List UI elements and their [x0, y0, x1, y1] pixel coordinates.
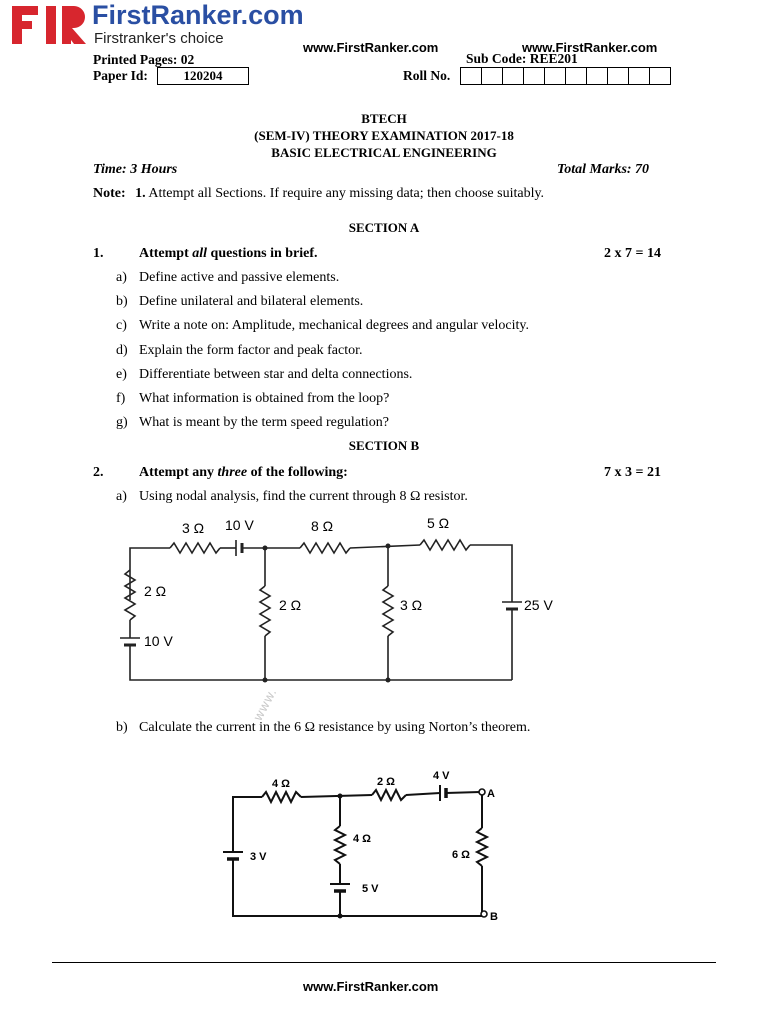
paper-id-box [157, 67, 249, 85]
c2-resistor-4ohm-mid [335, 826, 345, 864]
c1-resistor-5ohm [420, 540, 470, 550]
c1-resistor-8ohm [300, 543, 350, 553]
q2-instruction-em: three [217, 465, 248, 480]
firstranker-logo [10, 2, 330, 46]
roll-no-digit-box[interactable] [628, 67, 650, 85]
roll-no-digit-box[interactable] [481, 67, 503, 85]
note-number: 1. [135, 186, 146, 201]
roll-no-digit-box[interactable] [502, 67, 524, 85]
q1-instruction-pre: Attempt [139, 246, 193, 261]
roll-no-digit-box[interactable] [649, 67, 671, 85]
q1-item-label: b) [116, 294, 128, 309]
c2-wire-top-left [233, 797, 262, 850]
roll-no-digit-box[interactable] [544, 67, 566, 85]
footer-site: www.FirstRanker.com [303, 979, 439, 994]
q2b-label: b) [116, 720, 128, 735]
printed-pages-label: Printed Pages: [93, 52, 178, 67]
c1-label-10v-top: 10 V [225, 517, 254, 533]
roll-no-digit-box[interactable] [523, 67, 545, 85]
header-site-left: www.FirstRanker.com [303, 40, 439, 55]
note-label: Note: [93, 186, 126, 201]
exam-note [93, 186, 544, 202]
q1-item-text: Explain the form factor and peak factor. [139, 343, 363, 358]
c1-label-3ohm: 3 Ω [182, 520, 205, 536]
q1-item-label: e) [116, 367, 127, 382]
c2-resistor-2ohm [372, 790, 406, 800]
q2-instruction [139, 465, 348, 481]
exam-total-marks: Total Marks: 70 [557, 162, 650, 177]
c2-label-4ohm-mid: 4 Ω [353, 833, 371, 845]
q1-item-label: a) [116, 270, 127, 285]
c1-label-10v-left: 10 V [144, 633, 173, 649]
q1-item-text: What information is obtained from the loop? [139, 391, 390, 406]
c1-wire-top-right [470, 545, 512, 600]
c2-label-5v: 5 V [362, 883, 379, 895]
sub-code [466, 51, 578, 67]
q1-instruction [139, 246, 318, 262]
q2-marks: 7 x 3 = 21 [604, 465, 661, 480]
q1-item-text: What is meant by the term speed regulation? [139, 415, 389, 430]
footer-divider [52, 962, 716, 963]
c2-wire-bottom [233, 859, 484, 916]
exam-subject: BASIC ELECTRICAL ENGINEERING [271, 145, 497, 160]
section-b-title: SECTION B [348, 438, 420, 453]
c1-label-8ohm: 8 Ω [311, 518, 334, 534]
roll-no-label: Roll No. [403, 68, 451, 83]
q1-item-text: Define unilateral and bilateral elements. [139, 294, 364, 309]
printed-pages [93, 52, 194, 68]
q1-item-text: Define active and passive elements. [139, 270, 340, 285]
section-a-title: SECTION A [348, 220, 420, 235]
c2-wire-a [301, 795, 372, 797]
paper-id-label: Paper Id: [93, 68, 148, 83]
c1-wire-c [350, 545, 420, 548]
note-text: Attempt all Sections. If require any missing data; then choose suitably. [148, 186, 545, 201]
c2-node-bottom [338, 914, 343, 919]
roll-no-digit-box[interactable] [586, 67, 608, 85]
roll-no-digit-box[interactable] [607, 67, 629, 85]
c1-node-1 [263, 546, 268, 551]
c1-resistor-2ohm-mid [260, 586, 270, 636]
exam-time: Time: 3 Hours [93, 162, 178, 177]
q2-instruction-post: of the following: [247, 465, 348, 480]
paper-id-value: 120204 [183, 68, 223, 83]
c1-label-2ohm-left: 2 Ω [144, 583, 167, 599]
roll-no-digit-box[interactable] [460, 67, 482, 85]
c1-resistor-2ohm-left [125, 570, 135, 620]
exam-title: (SEM-IV) THEORY EXAMINATION 2017-18 [254, 128, 514, 143]
firstranker-logo-mark-icon [10, 2, 90, 46]
q2-number: 2. [93, 465, 104, 480]
brand-name: FirstRanker.com [92, 0, 304, 30]
c1-node-3 [263, 678, 268, 683]
c2-label-4v: 4 V [433, 770, 450, 782]
q1-item-text: Write a note on: Amplitude, mechanical degrees and angular velocity. [139, 318, 529, 333]
c2-label-a: A [487, 788, 495, 800]
q2a-label: a) [116, 489, 127, 504]
c2-label-6ohm: 6 Ω [452, 849, 470, 861]
q2b-text: Calculate the current in the 6 Ω resistance by using Norton’s theorem. [139, 720, 531, 735]
c2-label-3v: 3 V [250, 851, 267, 863]
c2-terminal-a [479, 789, 485, 795]
q2-instruction-pre: Attempt any [139, 465, 218, 480]
q1-item-label: f) [116, 391, 126, 406]
q1-instruction-em: all [192, 246, 208, 261]
c2-label-4ohm-top: 4 Ω [272, 778, 290, 790]
c1-wire-bottom [130, 645, 512, 680]
c2-resistor-4ohm-top [262, 792, 301, 802]
q1-item-text: Differentiate between star and delta connections. [139, 367, 413, 382]
q1-item-label: d) [116, 343, 128, 358]
q1-item-label: c) [116, 318, 127, 333]
c1-label-25v: 25 V [524, 597, 553, 613]
c2-terminal-b [481, 911, 487, 917]
c2-node-top [338, 794, 343, 799]
c1-wire-top-left [130, 548, 170, 600]
sub-code-label: Sub Code: [466, 51, 527, 66]
roll-no-digit-box[interactable] [565, 67, 587, 85]
sub-code-value: REE201 [529, 51, 578, 66]
q2a-text: Using nodal analysis, find the current through 8 Ω resistor. [139, 489, 468, 504]
q1-number: 1. [93, 246, 104, 261]
header-site-right: www.FirstRanker.com [522, 40, 658, 55]
c1-label-5ohm: 5 Ω [427, 515, 450, 531]
c2-label-2ohm: 2 Ω [377, 776, 395, 788]
c1-resistor-3ohm [170, 543, 220, 553]
c1-node-2 [386, 544, 391, 549]
c1-label-2ohm-mid: 2 Ω [279, 597, 302, 613]
c2-wire-c [446, 792, 480, 793]
q1-instruction-post: questions in brief. [207, 246, 318, 261]
c2-label-b: B [490, 911, 498, 923]
exam-degree: BTECH [361, 111, 407, 126]
roll-no-boxes[interactable] [460, 67, 671, 85]
q1-marks: 2 x 7 = 14 [604, 246, 661, 261]
printed-pages-value: 02 [180, 52, 195, 67]
brand-tagline: Firstranker's choice [94, 30, 224, 47]
c1-label-3ohm-mid: 3 Ω [400, 597, 423, 613]
c1-node-4 [386, 678, 391, 683]
watermark-text: www. [250, 685, 280, 724]
q1-item-label: g) [116, 415, 128, 430]
c1-resistor-3ohm-mid [383, 586, 393, 636]
c2-wire-b [406, 793, 440, 795]
c2-resistor-6ohm [477, 828, 487, 866]
